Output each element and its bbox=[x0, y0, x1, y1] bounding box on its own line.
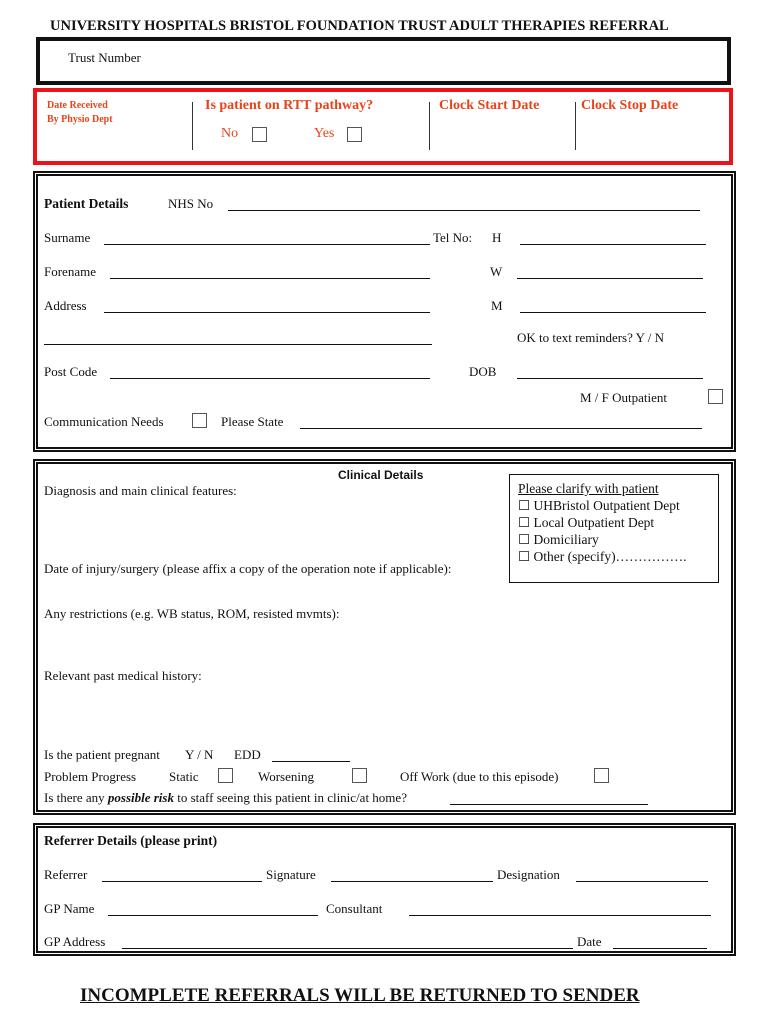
divider bbox=[192, 102, 193, 150]
rtt-yes-checkbox[interactable] bbox=[347, 127, 362, 142]
static-label: Static bbox=[169, 769, 199, 784]
please-state-label: Please State bbox=[221, 414, 284, 429]
clarify-heading: Please clarify with patient bbox=[518, 481, 659, 496]
worsening-checkbox[interactable] bbox=[352, 768, 367, 783]
ok-text-reminders[interactable]: OK to text reminders? Y / N bbox=[517, 330, 665, 345]
past-history-label: Relevant past medical history: bbox=[44, 668, 202, 683]
tel-h-label: H bbox=[492, 230, 502, 245]
date-received-label: Date Received bbox=[47, 100, 108, 111]
tel-m-label: M bbox=[491, 298, 503, 313]
risk-post: to staff seeing this patient in clinic/at home? bbox=[173, 790, 407, 805]
clock-start-label: Clock Start Date bbox=[439, 98, 540, 113]
please-state-field[interactable] bbox=[300, 416, 702, 429]
designation-field[interactable] bbox=[576, 869, 708, 882]
dob-label: DOB bbox=[469, 364, 497, 379]
surname-label: Surname bbox=[44, 230, 91, 245]
address-field-2[interactable] bbox=[44, 332, 432, 345]
consultant-field[interactable] bbox=[409, 903, 711, 916]
edd-field[interactable] bbox=[272, 749, 350, 762]
clinical-details-heading: Clinical Details bbox=[338, 468, 424, 482]
clarify-option-uhbristol[interactable]: ☐ UHBristol Outpatient Dept bbox=[518, 498, 680, 513]
mf-outpatient-label: M / F Outpatient bbox=[580, 390, 668, 405]
clarify-option-local[interactable]: ☐ Local Outpatient Dept bbox=[518, 515, 655, 530]
address-label: Address bbox=[44, 298, 87, 313]
worsening-label: Worsening bbox=[258, 769, 314, 784]
communication-needs-checkbox[interactable] bbox=[192, 413, 207, 428]
forename-field[interactable] bbox=[110, 266, 430, 279]
tel-w-label: W bbox=[490, 264, 503, 279]
patient-details-heading: Patient Details bbox=[44, 196, 129, 211]
clarify-box bbox=[509, 474, 719, 583]
trust-number-field[interactable] bbox=[48, 47, 725, 80]
post-code-field[interactable] bbox=[110, 366, 430, 379]
nhs-no-field[interactable] bbox=[228, 198, 700, 211]
gp-address-label: GP Address bbox=[44, 934, 106, 949]
rtt-question: Is patient on RTT pathway? bbox=[205, 98, 374, 113]
nhs-no-label: NHS No bbox=[168, 196, 214, 211]
tel-no-label: Tel No: bbox=[433, 230, 473, 245]
gp-address-field[interactable] bbox=[122, 936, 573, 949]
rtt-no-checkbox[interactable] bbox=[252, 127, 267, 142]
post-code-label: Post Code bbox=[44, 364, 98, 379]
problem-progress-label: Problem Progress bbox=[44, 769, 137, 784]
signature-field[interactable] bbox=[331, 869, 493, 882]
off-work-checkbox[interactable] bbox=[594, 768, 609, 783]
gp-name-field[interactable] bbox=[108, 903, 318, 916]
outpatient-checkbox[interactable] bbox=[708, 389, 723, 404]
gp-name-label: GP Name bbox=[44, 901, 95, 916]
date-injury-label: Date of injury/surgery (please affix a copy of the operation note if applicable): bbox=[44, 561, 452, 576]
address-field-1[interactable] bbox=[104, 300, 430, 313]
tel-m-field[interactable] bbox=[520, 300, 706, 313]
form-title: UNIVERSITY HOSPITALS BRISTOL FOUNDATION TRUST ADULT THERAPIES REFERRAL bbox=[50, 18, 669, 34]
pregnant-label: Is the patient pregnant bbox=[44, 747, 160, 762]
tel-h-field[interactable] bbox=[520, 232, 706, 245]
surname-field[interactable] bbox=[104, 232, 430, 245]
clock-stop-label: Clock Stop Date bbox=[581, 98, 679, 113]
rtt-yes-label: Yes bbox=[314, 126, 335, 141]
referrer-field[interactable] bbox=[102, 869, 262, 882]
divider bbox=[429, 102, 430, 150]
dob-field[interactable] bbox=[517, 366, 703, 379]
referrer-label: Referrer bbox=[44, 867, 88, 882]
incomplete-warning: INCOMPLETE REFERRALS WILL BE RETURNED TO SENDER bbox=[80, 985, 640, 1006]
referrer-details-heading: Referrer Details (please print) bbox=[44, 833, 218, 848]
consultant-label: Consultant bbox=[326, 901, 383, 916]
forename-label: Forename bbox=[44, 264, 96, 279]
risk-field[interactable] bbox=[450, 792, 648, 805]
signature-label: Signature bbox=[266, 867, 316, 882]
designation-label: Designation bbox=[497, 867, 560, 882]
diagnosis-label: Diagnosis and main clinical features: bbox=[44, 483, 237, 498]
by-physio-label: By Physio Dept bbox=[47, 114, 113, 125]
pregnant-yn[interactable]: Y / N bbox=[185, 747, 214, 762]
trust-number-label: Trust Number bbox=[68, 50, 141, 65]
static-checkbox[interactable] bbox=[218, 768, 233, 783]
date-field[interactable] bbox=[613, 936, 707, 949]
tel-w-field[interactable] bbox=[517, 266, 703, 279]
risk-emphasis: possible risk bbox=[107, 790, 174, 805]
off-work-label: Off Work (due to this episode) bbox=[400, 769, 559, 784]
risk-pre: Is there any bbox=[44, 790, 108, 805]
clarify-option-domiciliary[interactable]: ☐ Domiciliary bbox=[518, 532, 599, 547]
date-label: Date bbox=[577, 934, 602, 949]
restrictions-label: Any restrictions (e.g. WB status, ROM, resisted mvmts): bbox=[44, 606, 340, 621]
communication-needs-label: Communication Needs bbox=[44, 414, 164, 429]
clarify-option-other[interactable]: ☐ Other (specify)……………. bbox=[518, 549, 687, 564]
divider bbox=[575, 102, 576, 150]
edd-label: EDD bbox=[234, 747, 261, 762]
rtt-no-label: No bbox=[221, 126, 239, 141]
risk-question bbox=[44, 790, 407, 806]
rtt-box bbox=[33, 88, 733, 165]
